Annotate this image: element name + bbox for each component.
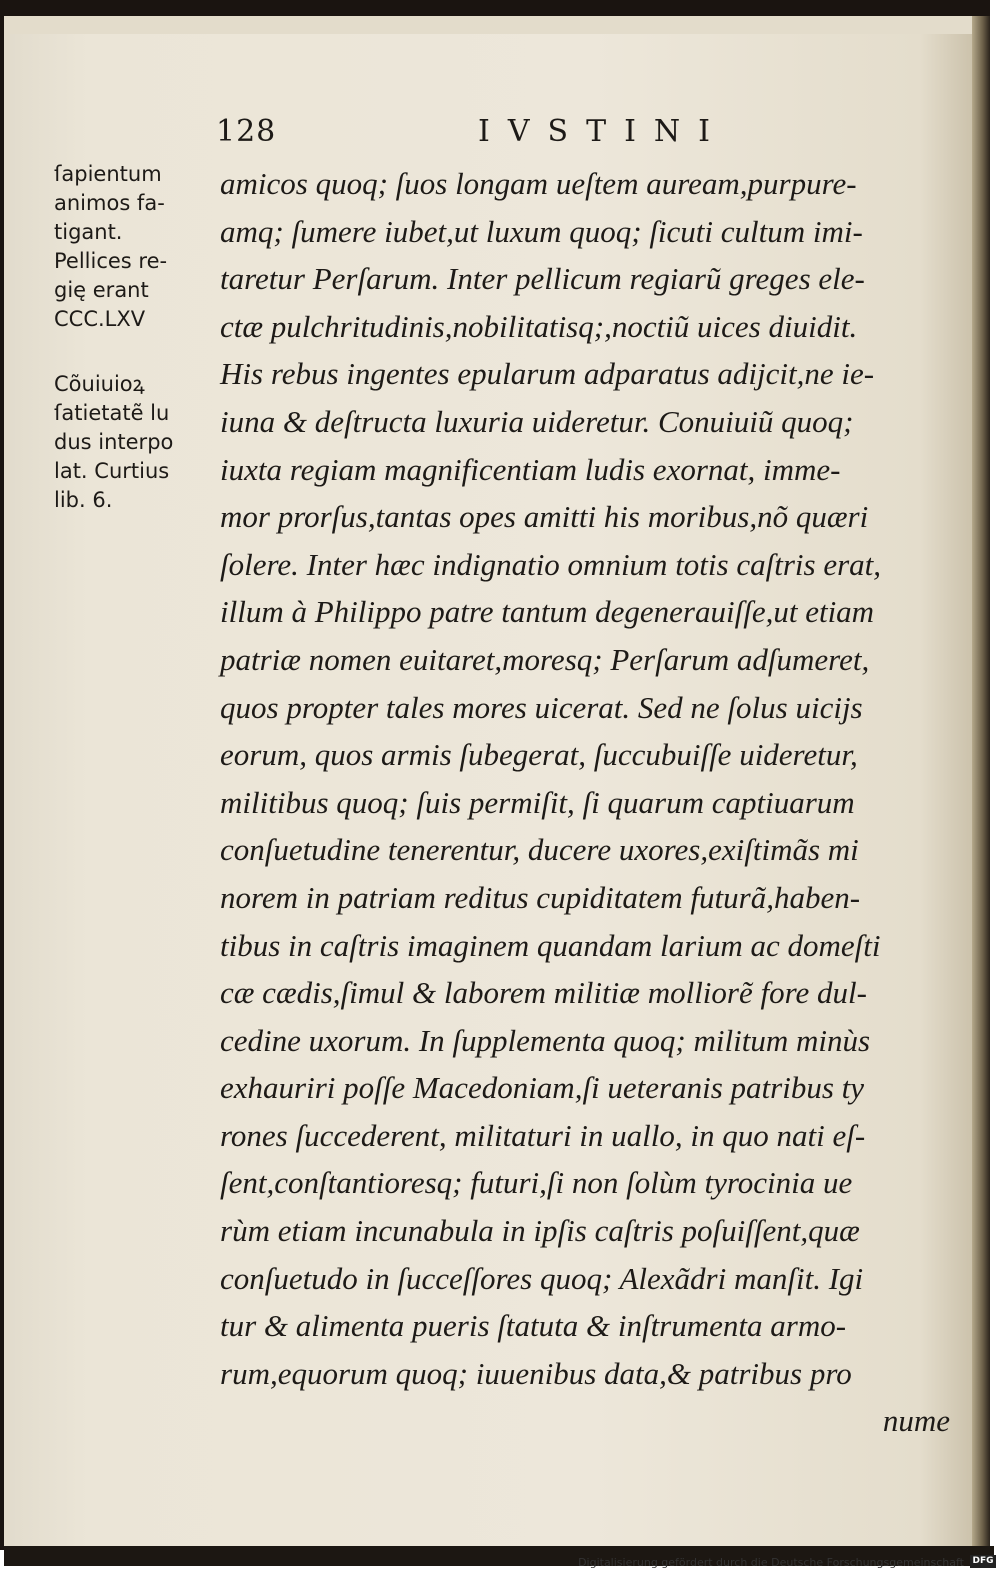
text-line: conſuetudo in ſucceſſores quoq; Alexãdri manſit. Igi [220,1260,864,1296]
text-line: mor prorſus,tantas opes amitti his moribus,nõ quæri [220,499,869,535]
text-line: iuxta regiam magnificentiam ludis exornat, imme- [220,451,841,487]
text-line: patriæ nomen euitaret,moresq; Perſarum adſumeret, [220,641,870,677]
margin-note-line: animos fa- [54,191,165,215]
book-spine-edge [972,16,990,1546]
dfg-logo: DFG [970,1555,996,1568]
margin-gap [54,334,224,370]
text-line: ſolere. Inter hæc indignatio omnium totis caſtris erat, [220,546,882,582]
text-line: norem in patriam reditus cupiditatem futurã,haben- [220,879,861,915]
running-title: IVSTINI [478,114,729,149]
text-line: taretur Perſarum. Inter pellicum regiarũ greges ele- [220,261,865,297]
margin-note-line: ſatietatẽ lu [54,401,170,425]
text-line: ctæ pulchritudinis,nobilitatisq;,noctiũ uices diuidit. [220,308,858,344]
margin-note-line: gię erant [54,278,149,302]
text-line: amq; ſumere iubet,ut luxum quoq; ſicuti cultum imi- [220,213,863,249]
text-line: tibus in caſtris imaginem quandam larium ac domeſti [220,927,881,963]
margin-notes [54,160,224,515]
text-line: cedine uxorum. In ſupplementa quoq; militum minùs [220,1022,871,1058]
margin-note-1 [54,160,224,334]
margin-note-line: dus interpo [54,430,174,454]
text-line: cæ cædis,ſimul & laborem militiæ molliorẽ fore dul- [220,975,867,1011]
text-line: militibus quoq; ſuis permiſit, ſi quarum captiuarum [220,784,855,820]
margin-note-line: lib. 6. [54,488,113,512]
text-line: rones ſuccederent, militaturi in uallo, in quo nati eſ- [220,1117,866,1153]
text-line: rum,equorum quoq; iuuenibus data,& patribus pro [220,1355,852,1391]
margin-note-line: tigant. [54,220,123,244]
text-line: conſuetudine tenerentur, ducere uxores,exiſtimãs mi [220,832,859,868]
text-line: illum à Philippo patre tantum degenerauiſſe,ut etiam [220,594,875,630]
text-line: tur & alimenta pueris ſtatuta & inſtrumenta armo- [220,1308,847,1344]
text-line: exhauriri poſſe Macedoniam,ſi ueteranis patribus ty [220,1070,865,1106]
text-line: rùm etiam incunabula in ipſis caſtris poſuiſſent,quæ [220,1213,860,1249]
text-line: amicos quoq; ſuos longam ueſtem auream,purpure- [220,166,857,201]
text-line: eorum, quos armis ſubegerat, ſuccubuiſſe uideretur, [220,737,858,773]
text-line: quos propter tales mores uicerat. Sed ne ſolus uicijs [220,689,863,725]
catchword: nume [882,1403,950,1439]
margin-note-2 [54,370,224,515]
book-page [10,34,978,1546]
margin-note-line: lat. Curtius [54,459,170,483]
margin-note-line: Pellices re- [54,249,168,273]
text-line: ſent,conſtantioresq; futuri,ſi non ſolùm tyrocinia ue [220,1165,853,1201]
main-text-block [220,160,980,1445]
text-line: iuna & deſtructa luxuria uideretur. Conuiuiũ quoq; [220,403,854,439]
page-number: 128 [216,114,277,149]
margin-note-line: ſapientum [54,162,162,186]
digitization-credit: Digitalisierung gefördert durch die Deutsche Forschungsgemeinschaft [578,1556,964,1569]
margin-note-line: CCC.LXV [54,307,146,331]
text-line: His rebus ingentes epularum adparatus adijcit,ne ie- [220,356,875,392]
margin-note-line: Cõuiuioꝝ [54,372,145,396]
